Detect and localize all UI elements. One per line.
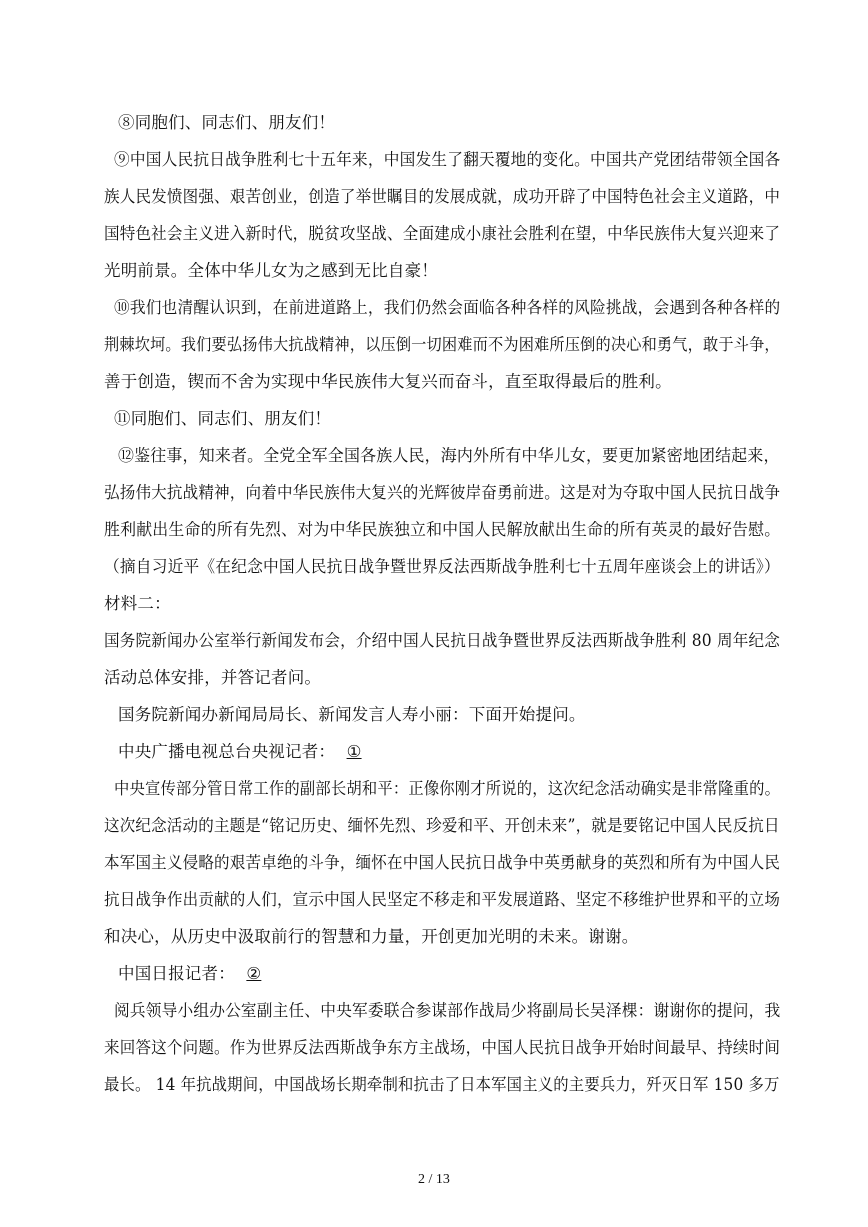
paragraph-12-line-3: 胜利献出生命的所有先烈、对为中华民族独立和中国人民解放献出生命的所有英灵的最好告慰。 bbox=[104, 520, 781, 539]
paragraph-9-line-2: 族人民发愤图强、艰苦创业，创造了举世瞩目的发展成就，成功开辟了中国特色社会主义道路，中 bbox=[104, 187, 781, 206]
cctv-reporter-line bbox=[118, 742, 362, 762]
blank-2: ② bbox=[246, 964, 262, 983]
china-daily-reporter-label: 中国日报记者： bbox=[118, 964, 235, 983]
cctv-reporter-label: 中央广播电视总台央视记者： bbox=[118, 742, 336, 761]
paragraph-12-line-1: ⑫鉴往事，知来者。全党全军全国各族人民，海内外所有中华儿女，要更加紧密地团结起来， bbox=[118, 446, 780, 465]
source-citation: （摘自习近平《在纪念中国人民抗日战争暨世界反法西斯战争胜利七十五周年座谈会上的讲话》） bbox=[104, 557, 780, 576]
paragraph-8: ⑧同胞们、同志们、朋友们！ bbox=[118, 113, 336, 132]
material-two-heading: 材料二： bbox=[104, 594, 171, 613]
answer-2-line-3: 最长。 14 年抗战期间，中国战场长期牵制和抗击了日本军国主义的主要兵力，歼灭日军 150 多万 bbox=[104, 1075, 780, 1094]
answer-1-line-3: 本军国主义侵略的艰苦卓绝的斗争，缅怀在中国人民抗日战争中英勇献身的英烈和所有为中国人民 bbox=[104, 853, 781, 872]
material-two-line-1: 国务院新闻办公室举行新闻发布会，介绍中国人民抗日战争暨世界反法西斯战争胜利 80 周年纪念 bbox=[104, 631, 780, 650]
page-number: 2 / 13 bbox=[418, 1172, 450, 1187]
paragraph-11: ⑪同胞们、同志们、朋友们！ bbox=[114, 409, 332, 428]
answer-2-line-2: 来回答这个问题。作为世界反法西斯战争东方主战场，中国人民抗日战争开始时间最早、持续时间 bbox=[104, 1038, 781, 1057]
paragraph-9-line-3: 国特色社会主义进入新时代，脱贫攻坚战、全面建成小康社会胜利在望，中华民族伟大复兴迎来了 bbox=[104, 224, 781, 243]
spokesperson-line: 国务院新闻办新闻局局长、新闻发言人寿小丽：下面开始提问。 bbox=[118, 705, 586, 724]
paragraph-9-line-1: ⑨中国人民抗日战争胜利七十五年来，中国发生了翻天覆地的变化。中国共产党团结带领全国各 bbox=[114, 150, 781, 169]
answer-1-line-4: 抗日战争作出贡献的人们，宣示中国人民坚定不移走和平发展道路、坚定不移维护世界和平的立场 bbox=[104, 890, 781, 909]
paragraph-9-line-4: 光明前景。全体中华儿女为之感到无比自豪！ bbox=[104, 261, 438, 280]
paragraph-10-line-2: 荆棘坎坷。我们要弘扬伟大抗战精神，以压倒一切困难而不为困难所压倒的决心和勇气，敢于斗争， bbox=[104, 335, 780, 354]
answer-2-line-1: 阅兵领导小组办公室副主任、中央军委联合参谋部作战局少将副局长吴泽棵：谢谢你的提问，我 bbox=[114, 1001, 781, 1020]
paragraph-12-line-2: 弘扬伟大抗战精神，向着中华民族伟大复兴的光辉彼岸奋勇前进。这是对为夺取中国人民抗日战争 bbox=[104, 483, 781, 502]
answer-1-line-5: 和决心，从历史中汲取前行的智慧和力量，开创更加光明的未来。谢谢。 bbox=[104, 927, 639, 946]
answer-1-line-1: 中央宣传部分管日常工作的副部长胡和平：正像你刚才所说的，这次纪念活动确实是非常隆重的。 bbox=[114, 779, 781, 798]
paragraph-10-line-1: ⑩我们也清醒认识到，在前进道路上，我们仍然会面临各种各样的风险挑战，会遇到各种各样的 bbox=[114, 298, 781, 317]
answer-1-line-2: 这次纪念活动的主题是“铭记历史、缅怀先烈、珍爱和平、开创未来”，就是要铭记中国人民反抗日 bbox=[104, 816, 780, 835]
blank-1: ① bbox=[346, 742, 362, 761]
china-daily-reporter-line bbox=[118, 964, 261, 984]
material-two-line-2: 活动总体安排，并答记者问。 bbox=[104, 668, 322, 687]
paragraph-10-line-3: 善于创造，锲而不舍为实现中华民族伟大复兴而奋斗，直至取得最后的胜利。 bbox=[104, 372, 672, 391]
